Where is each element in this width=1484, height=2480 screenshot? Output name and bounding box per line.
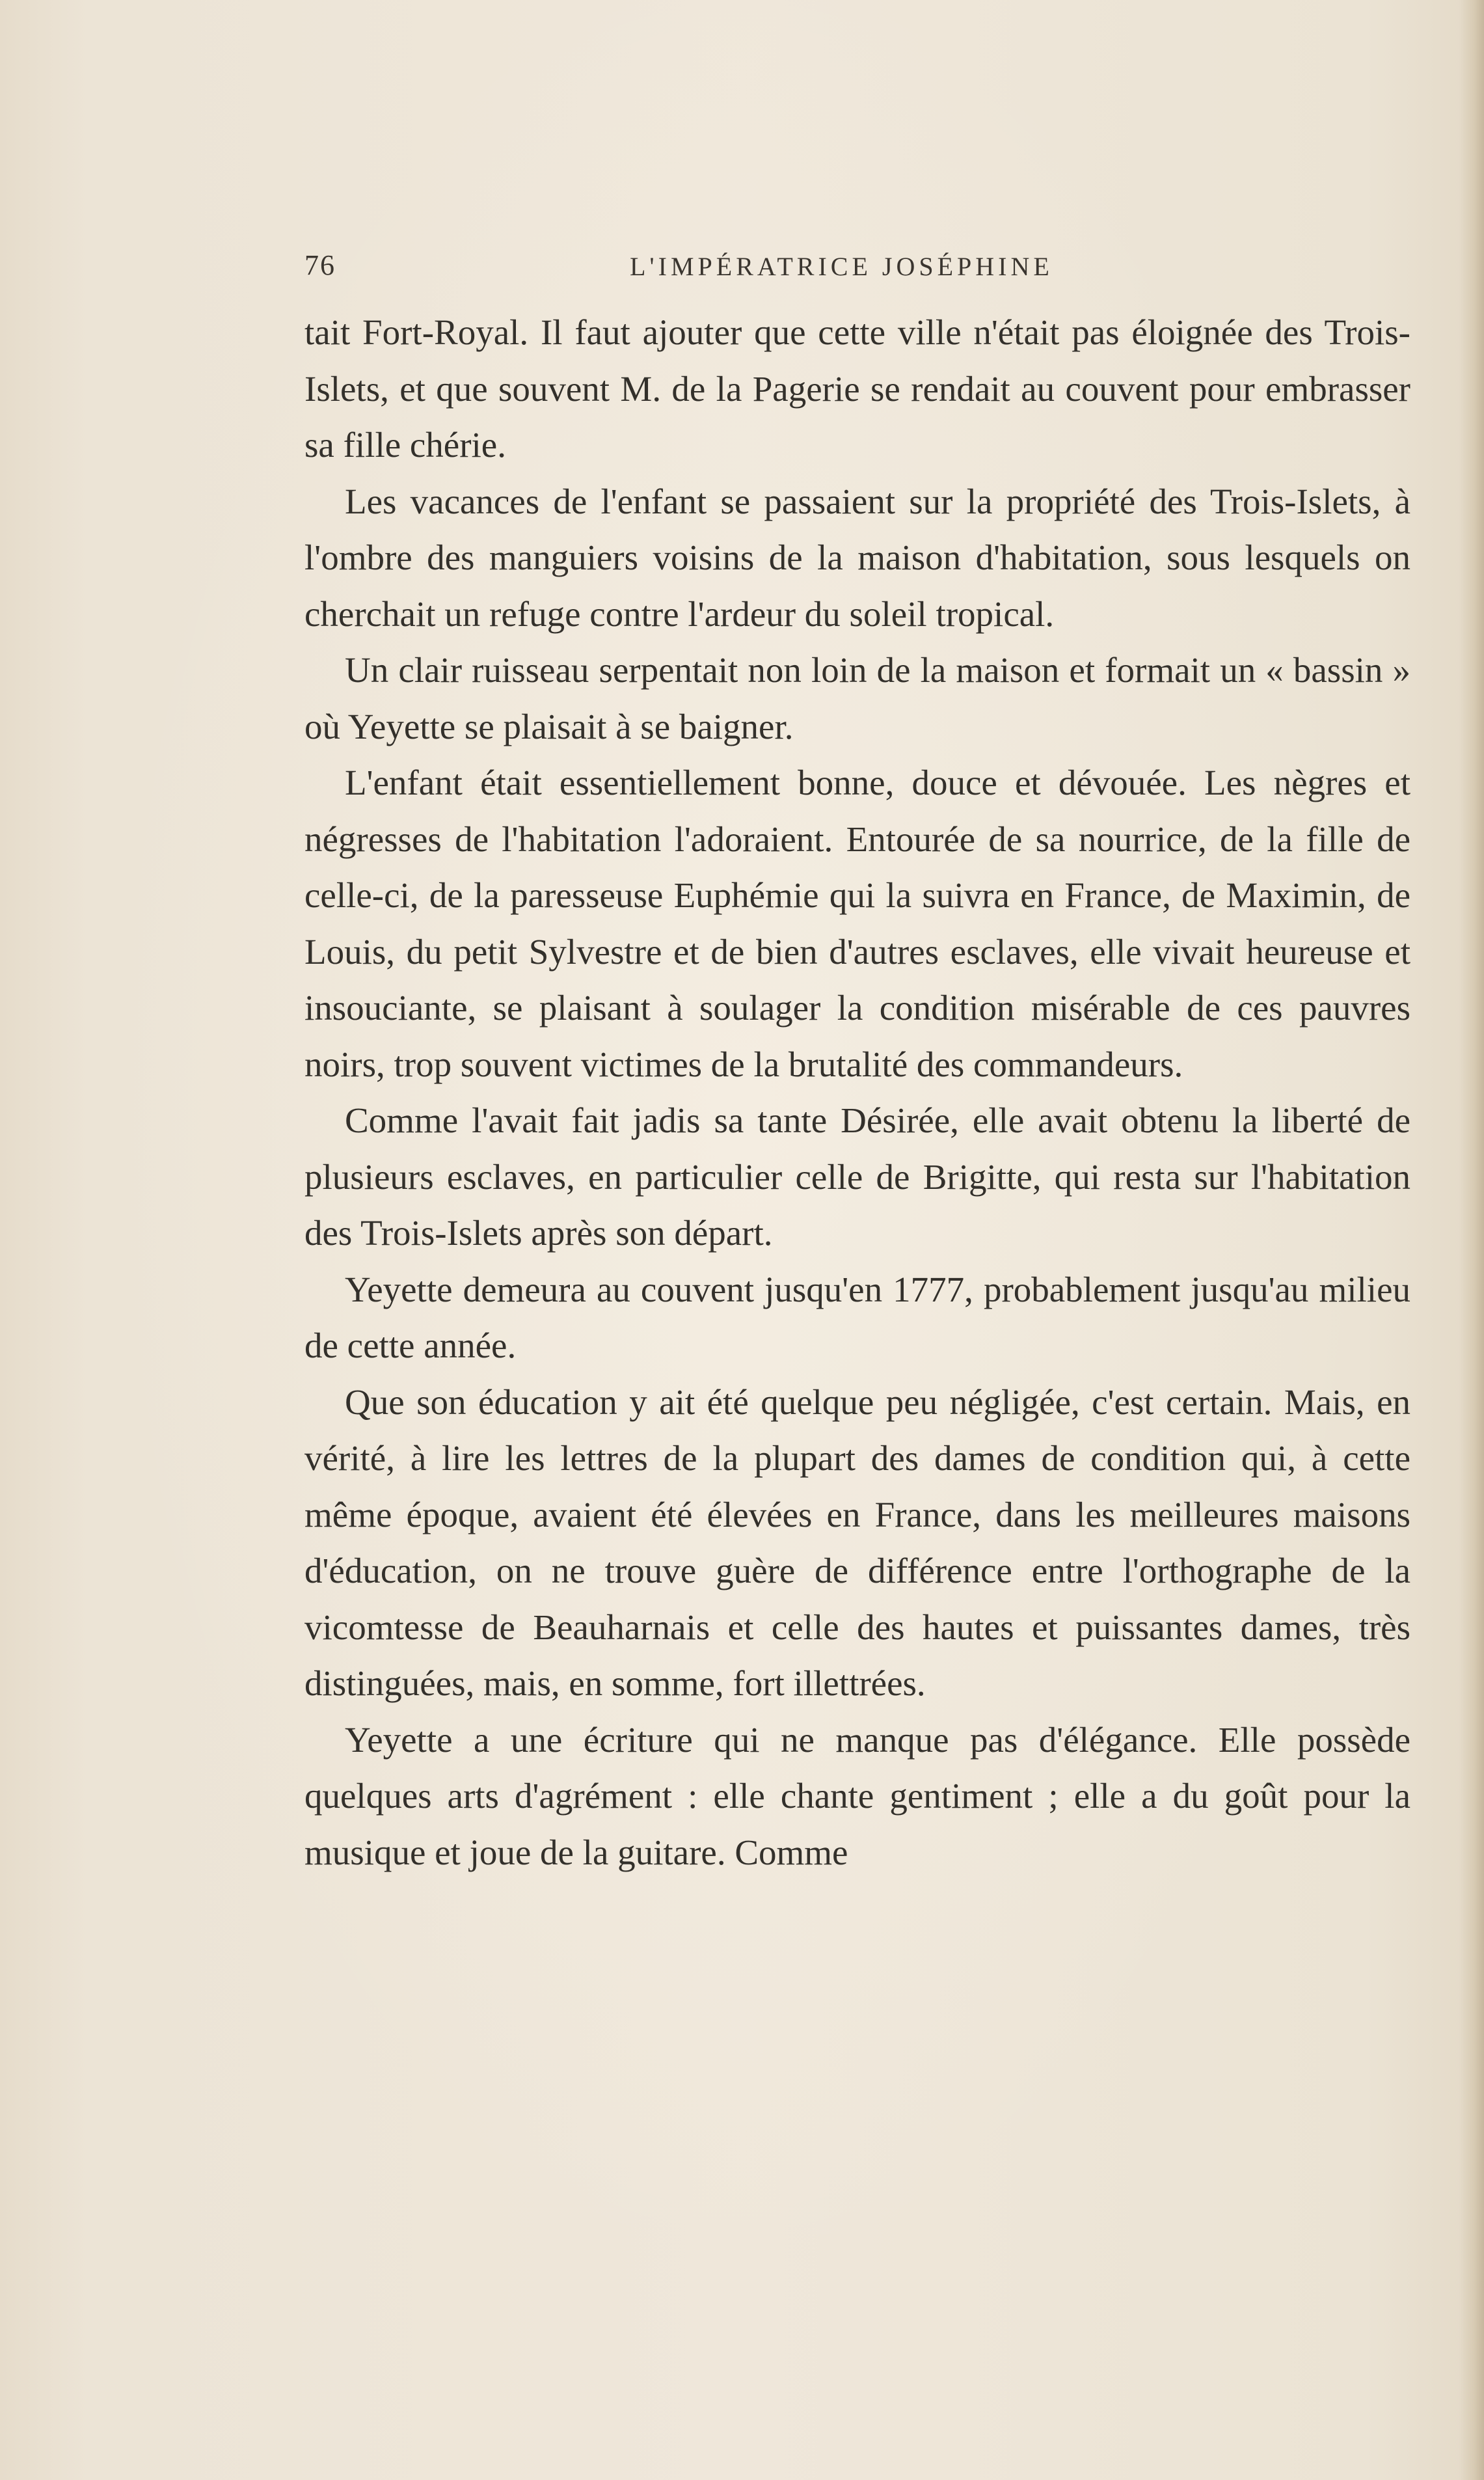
paragraph: Que son éducation y ait été quelque peu négligée, c'est certain. Mais, en vérité, à lire les lettres de la plupart des dames de condition qui, à cette même époque, avaient été élevées en France, dans les meilleures maisons d'éducation, on ne trouve guère de différence entre l'orthographe de la vicomtesse de Beauharnais et celle des hautes et puissantes dames, très distinguées, mais, en somme, fort illettrées. <box>304 1382 1410 1703</box>
page-header <box>304 249 1410 288</box>
paragraph: Un clair ruisseau serpentait non loin de la maison et formait un « bassin » où Yeyette se plaisait à se baigner. <box>304 650 1410 746</box>
paragraph: Comme l'avait fait jadis sa tante Désirée, elle avait obtenu la liberté de plusieurs esclaves, en particulier celle de Brigitte, qui resta sur l'habitation des Trois-Islets après son départ. <box>304 1100 1410 1253</box>
running-title: L'IMPÉRATRICE JOSÉPHINE <box>630 252 1053 281</box>
paragraph: Yeyette demeura au couvent jusqu'en 1777, probablement jusqu'au milieu de cette année. <box>304 1269 1410 1365</box>
page-edge-shadow <box>1459 0 1484 2480</box>
paragraph: Yeyette a une écriture qui ne manque pas d'élégance. Elle possède quelques arts d'agrément : elle chante gentiment ; elle a du goût pour la musique et joue de la guitare. Comme <box>304 1719 1410 1872</box>
page-number: 76 <box>304 249 336 281</box>
paragraph-continued: tait Fort-Royal. Il faut ajouter que cette ville n'était pas éloignée des Trois-Islets, et que souvent M. de la Pagerie se rendait au couvent pour embrasser sa fille chérie. <box>304 312 1410 465</box>
body-text <box>304 305 1410 1881</box>
paragraph: Les vacances de l'enfant se passaient sur la propriété des Trois-Islets, à l'ombre des manguiers voisins de la maison d'habitation, sous lesquels on cherchait un refuge contre l'ardeur du soleil tropical. <box>304 481 1410 634</box>
paragraph: L'enfant était essentiellement bonne, douce et dévouée. Les nègres et négresses de l'habitation l'adoraient. Entourée de sa nourrice, de la fille de celle-ci, de la paresseuse Euphémie qui la suivra en France, de Maximin, de Louis, du petit Sylvestre et de bien d'autres esclaves, elle vivait heureuse et insouciante, se plaisant à soulager la condition misérable de ces pauvres noirs, trop souvent victimes de la brutalité des commandeurs. <box>304 763 1410 1084</box>
